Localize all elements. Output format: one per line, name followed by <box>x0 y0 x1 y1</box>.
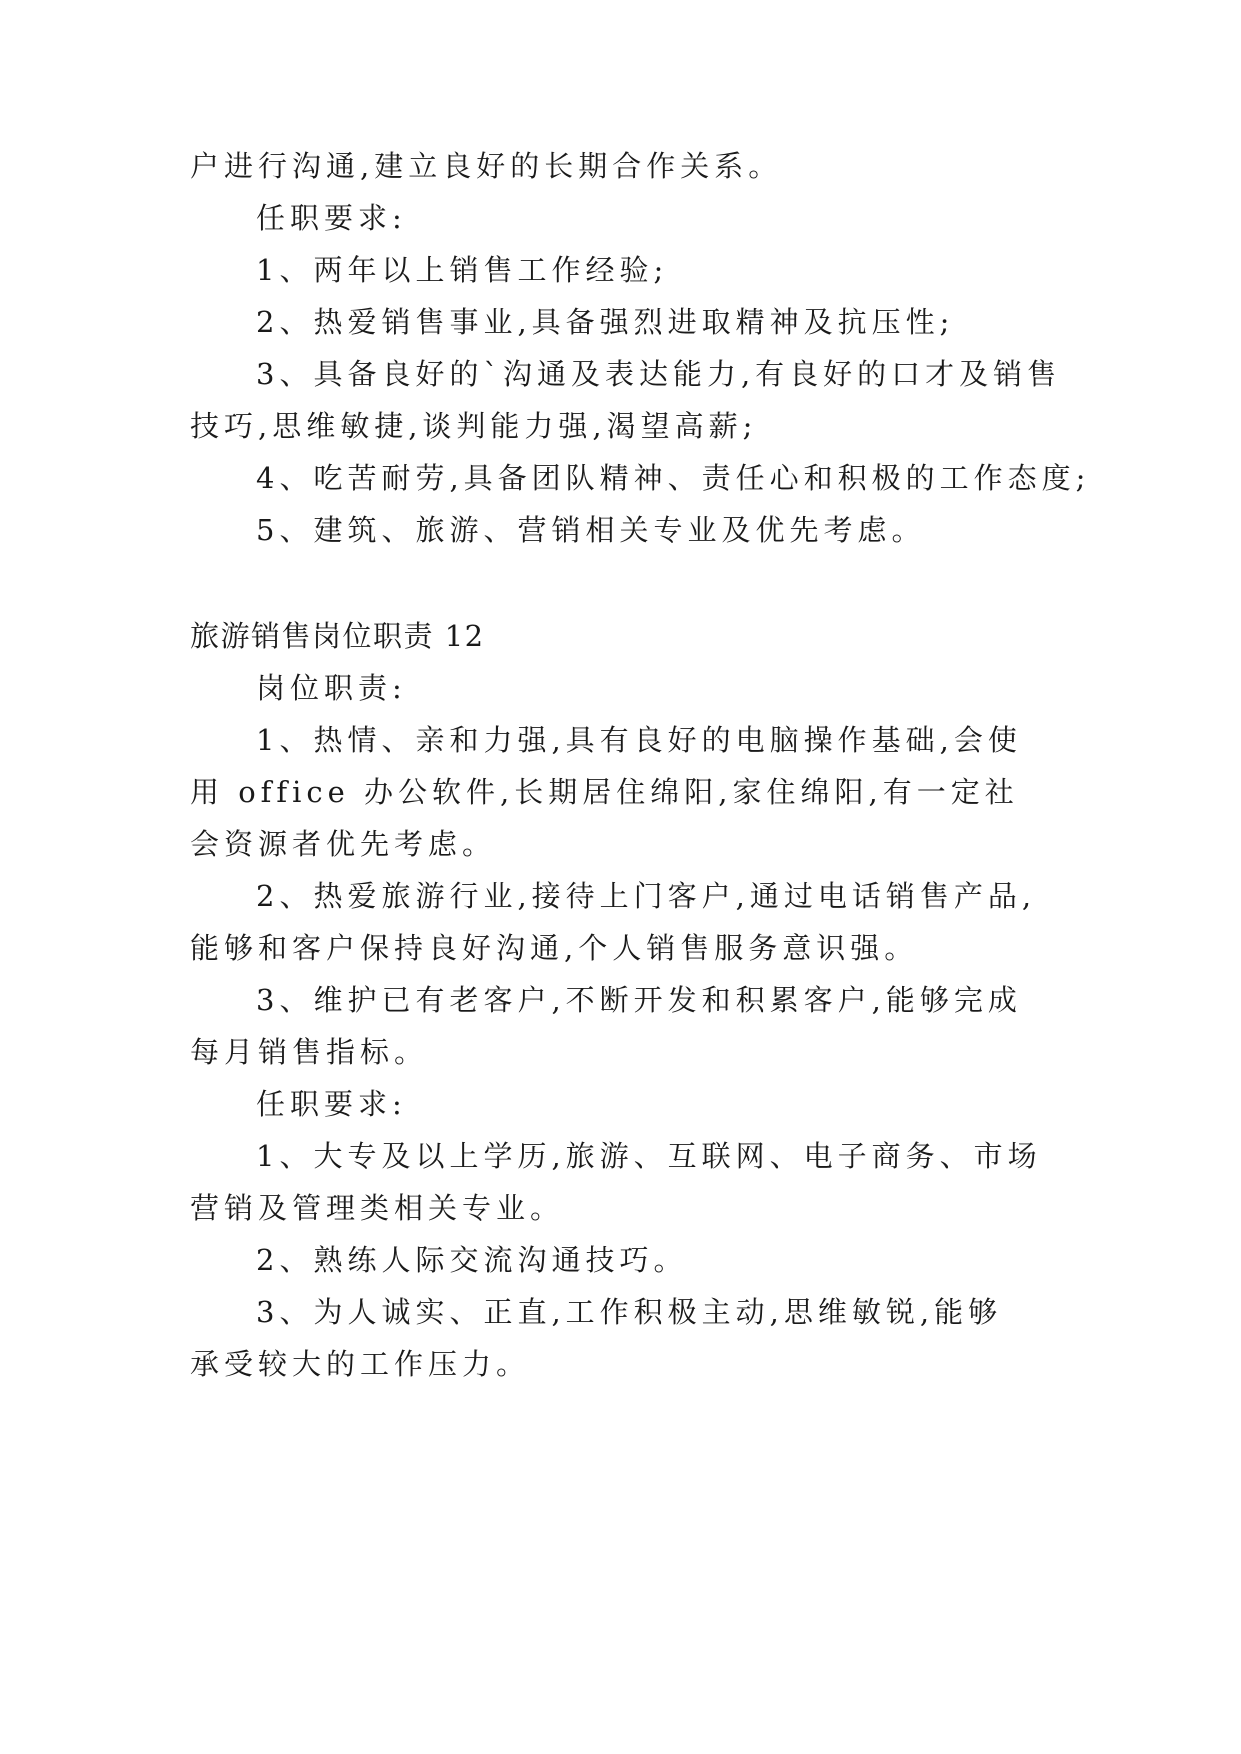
requirement-item: 3、为人诚实、正直,工作积极主动,思维敏锐,能够 <box>256 1295 1003 1329</box>
requirement-item-continued: 营销及管理类相关专业。 <box>190 1191 565 1225</box>
duty-item-continued: 每月销售指标。 <box>190 1035 429 1069</box>
section-title: 旅游销售岗位职责 12 <box>190 619 485 653</box>
duty-item: 3、维护已有老客户,不断开发和积累客户,能够完成 <box>256 983 1022 1017</box>
requirements-heading: 任职要求: <box>256 1087 407 1121</box>
duty-item-continued: 会资源者优先考虑。 <box>190 827 497 861</box>
requirements-heading: 任职要求: <box>256 201 407 235</box>
requirement-item: 5、建筑、旅游、营销相关专业及优先考虑。 <box>256 513 926 547</box>
requirement-item: 1、两年以上销售工作经验; <box>256 253 669 287</box>
requirement-item: 4、吃苦耐劳,具备团队精神、责任心和积极的工作态度; <box>256 461 1091 495</box>
requirement-item: 3、具备良好的`沟通及表达能力,有良好的口才及销售 <box>256 357 1062 391</box>
duty-item: 2、热爱旅游行业,接待上门客户,通过电话销售产品, <box>256 879 1037 913</box>
requirement-item: 1、大专及以上学历,旅游、互联网、电子商务、市场 <box>256 1139 1042 1173</box>
requirement-item: 2、熟练人际交流沟通技巧。 <box>256 1243 688 1277</box>
requirement-item: 2、热爱销售事业,具备强烈进取精神及抗压性; <box>256 305 955 339</box>
paragraph-line: 户进行沟通,建立良好的长期合作关系。 <box>190 149 783 183</box>
requirement-item-continued: 承受较大的工作压力。 <box>190 1347 531 1381</box>
duties-heading: 岗位职责: <box>256 671 407 705</box>
duty-item-continued: 能够和客户保持良好沟通,个人销售服务意识强。 <box>190 931 919 965</box>
requirement-item-continued: 技巧,思维敏捷,谈判能力强,渴望高薪; <box>190 409 758 443</box>
duty-item: 1、热情、亲和力强,具有良好的电脑操作基础,会使 <box>256 723 1022 757</box>
duty-item-continued: 用 office 办公软件,长期居住绵阳,家住绵阳,有一定社 <box>190 775 1019 809</box>
